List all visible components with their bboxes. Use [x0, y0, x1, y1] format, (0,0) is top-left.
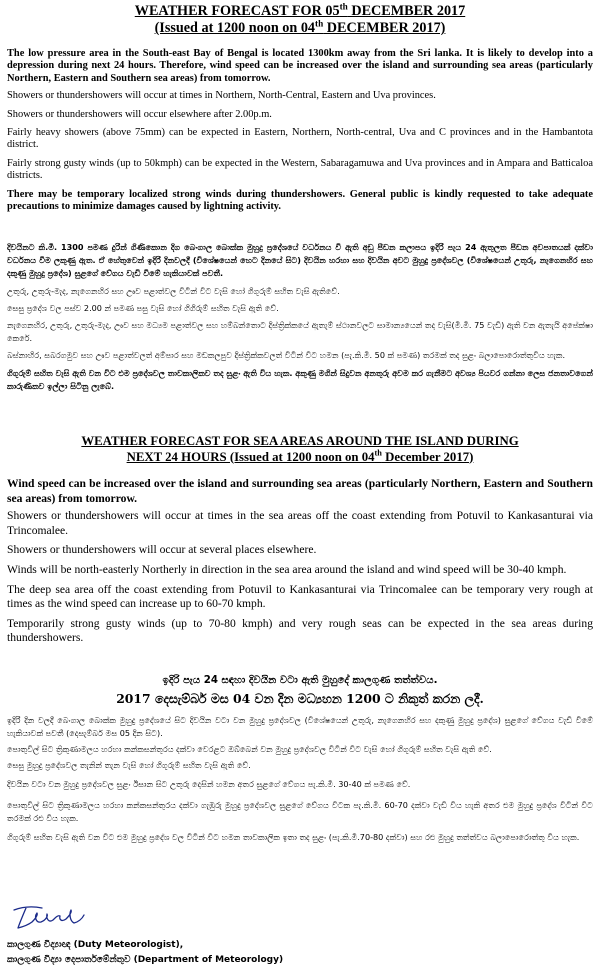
- sea-title-block: [7, 434, 593, 465]
- sea-para-si-6: ගිගුරුම් සහිත වැසි ඇති වන විට එම මුහුදු ප්‍රදේශ වල විටින් විට හමන තාවකාලික ඉතා තද සුළං (පැ.කි.මී.70-80 දක්වා) සහ රළු මුහුදු තත්ත්වය බලාපොරොත්තු විය හැක.: [7, 832, 580, 842]
- forecast-title: WEATHER FORECAST FOR 05th DECEMBER 2017: [134, 1, 466, 19]
- forecast-para-en-2: Showers or thundershowers will occur at times in Northern, North-Central, Eastern and Uva provinces.: [7, 90, 436, 102]
- forecast-para-si-1: දිවයිනට කි.මී. 1300 පමණ දුරින් ගිණිකොන දිග බෙංගාල බොක්ක මුහුදු ප්‍රදේශයේ වර්ධනය වී ඇති අඩු පීඩන කලාපය ඉදිරි පැය 24 ඇතුලත පීඩන අවපාතයක් දක්වා වර්ධනය වීම ලකුණු ඇත. ඒ හේතුවෙන් ඉදිරි දිනවලදී (විශේෂයෙන් හෙට දිනයේ සිට) දිවයින හරහා සහ දිවයින අවට මුහුදු ප්‍රදේශවල (විශේෂයෙන් උතුරු, නැගෙනහිර සහ දකුණු මුහුදු ප්‍රදේශ) සුළගේ වේගය වැඩි වීමේ හැකියාවක් පවතී.: [7, 242, 593, 279]
- forecast-english: [7, 48, 593, 213]
- forecast-title-block: [7, 3, 593, 37]
- forecast-para-en-6: There may be temporary localized strong winds during thundershowers. General public is kindly requested to take adequate precautions to minimize damages caused by lightning activity.: [7, 188, 593, 213]
- sea-para-si-3: සෙසු මුහුදු ප්‍රදේශවල තැනින් තැන වැසි හෝ ගිගුරුම් සහිත වැසි ඇති වේ.: [7, 760, 251, 770]
- sea-para-si-4: දිවයින වටා වන මුහුදු ප්‍රදේශවල සුළං ඊසාන සිට උතුරු දෙසින් හමන අතර සුළගේ වේගය පැ.කි.මී. 30-40 ක් පමණ වේ.: [7, 779, 411, 789]
- forecast-para-en-3: Showers or thundershowers will occur elsewhere after 2.00p.m.: [7, 108, 272, 120]
- forecast-para-en-5: Fairly strong gusty winds (up to 50kmph) can be expected in the Western, Sabaragamuwa and Uva provinces and in Ampara and Batticaloa districts.: [7, 157, 593, 182]
- forecast-para-si-5: බස්නාහිර, සබරගමුව සහ ඌව පළාත්වලත් අම්පාර සහ මඩකලපුව දිස්ත්‍රික්කවලත් විටින් විට හමන (පැ.කි.මී. 50 ක් පමණ) තරමක් තද සුළං බලාපොරොත්තුවිය හැක.: [7, 350, 566, 361]
- sea-english: [7, 477, 593, 646]
- sea-para-en-2: Showers or thundershowers will occur at times in the sea areas off the coast extending from Potuvil to Kankasanturai via Trincomalee.: [7, 509, 593, 537]
- signature-mark: [8, 903, 88, 933]
- sea-title-si-1: ඉදිරි පැය 24 සඳහා දිවයින වටා ඇති මුහුදේ කාලගුණ තත්ත්වය.: [162, 675, 438, 686]
- sea-para-en-6: Temporarily strong gusty winds (up to 70-80 kmph) and very rough seas can be expected in the sea areas during thundershowers.: [7, 616, 593, 645]
- forecast-para-si-4: නැගෙනහිර, උතුරු, උතුරු-මැද, ඌව සහ මධ්‍යම පළාත්වල සහ හම්බන්තොට දිස්ත්‍රික්කයේ ඇතැම් ස්ථානවලට සාමාන්‍යයෙන් තද වැසි(මි.මී. 75 වැඩි) ඇති වන ඇතැයි අපේක්ෂා කෙරේ.: [7, 320, 593, 344]
- forecast-para-en-1: The low pressure area in the South-east Bay of Bengal is located 1300km away from the Sri lanka. It is likely to develop into a depression during next 24 hours. Therefore, wind speed can be increased over the island and surrounding sea areas (particularly Northern, Eastern and Southern sea areas) from tomorrow.: [7, 48, 593, 84]
- sea-title-line2: NEXT 24 HOURS (Issued at 1200 noon on 04th December 2017): [126, 448, 474, 464]
- sea-para-si-2: පොතුවිල් සිට ත්‍රිකුණාමලය හරහා කන්කසන්තුරය දක්වා වෙරළට ඔබ්බෙන් වන මුහුදු ප්‍රදේශවල විටින් විට වැසි හෝ ගිගුරුම් සහිත වැසි ඇති වේ.: [7, 744, 492, 754]
- forecast-issued: (Issued at 1200 noon on 04th DECEMBER 2017): [154, 18, 446, 36]
- sea-para-en-1: Wind speed can be increased over the island and surrounding sea areas (particularly Northern, Eastern and Southern sea areas) from tomorrow.: [7, 477, 593, 505]
- sea-para-si-5: පොතුවිල් සිට ත්‍රිකුණාමලය හරහා කන්කසන්තුරය දක්වා ගැඹුරු මුහුදු ප්‍රදේශවල සුළගේ වේගය විටක පැ.කි.මී. 60-70 දක්වා වැඩි විය හැකි අතර එම මුහුදු ප්‍රදේශ විටින් විට තරමක් රළු විය හැක.: [7, 800, 593, 823]
- signature-line2: කාලගුණ විද්‍යා දෙපාර්තමේන්තුව (Department of Meteorology): [7, 955, 284, 965]
- forecast-para-si-2: උතුරු, උතුරු-මැද, නැගෙනහිර සහ ඌව පළාත්වල විටින් විට වැසි හෝ ගිගුරුම් සහිත වැසි ඇතිවේ.: [7, 285, 340, 296]
- sea-title-si-2: 2017 දෙසැම්බර් මස 04 වන දින මධ්‍යහන 1200 ට නිකුත් කරන ලදී.: [116, 691, 484, 706]
- sea-para-en-4: Winds will be north-easterly Northerly in direction in the sea area around the island and wind speed will be 30-40 kmph.: [7, 562, 567, 576]
- forecast-para-si-6: ගිගුරුම් සහිත වැසි ඇති වන විට එම ප්‍රදේශවල තාවකාලිකව තද සුළං ඇති විය හැක. අකුණු මගින් සිදුවන අනතුරු අවම කර ගැනීමට අවශ්‍ය පියවර ගන්නා ලෙස ජනතාවගෙන් කාරුණිකව ඉල්ලා සිටිනු ලැබේ.: [7, 367, 593, 391]
- sea-para-en-5: The deep sea area off the coast extending from Potuvil to Kankasanturai via Trincomalee can be temporary very rough at times as the wind speed can increase up to 60-70 kmph.: [7, 582, 593, 611]
- signature-line1: කාලගුණ විද්‍යාඥ (Duty Meteorologist),: [7, 940, 184, 950]
- forecast-para-en-4: Fairly heavy showers (above 75mm) can be expected in Eastern, Northern, North-central, Uva and C provinces and in the Hambantota district.: [7, 127, 593, 151]
- sea-sinhala: [7, 714, 593, 844]
- signature-block: [7, 938, 593, 968]
- sea-para-en-3: Showers or thundershowers will occur at several places elsewhere.: [7, 543, 317, 557]
- forecast-para-si-3: සෙසු ප්‍රදේශ වල පස්ව 2.00 න් පමණ පසු වැසි හෝ ගිගිරුම් සහිත වැසි ඇති වේ.: [7, 302, 279, 313]
- sea-para-si-1: ඉදිරි දින වලදී බෙංගාල බොක්ක මුහුදු ප්‍රදේශයේ සිට දිවයින වටා වන මුහුදු ප්‍රදේශවල (විශේෂයෙන් උතුරු, නැගෙනහිර සහ දකුණු මුහුදු ප්‍රදේශ) සුළගේ වේගය වැඩි වීමේ හැකියාවක් පවතී (දෙසැම්බර් මස 05 දින සිට).: [7, 715, 593, 738]
- forecast-sinhala: [7, 241, 593, 393]
- sea-sinhala-title-block: [7, 673, 593, 707]
- sea-title-line1: WEATHER FORECAST FOR SEA AREAS AROUND THE ISLAND DURING: [81, 434, 519, 448]
